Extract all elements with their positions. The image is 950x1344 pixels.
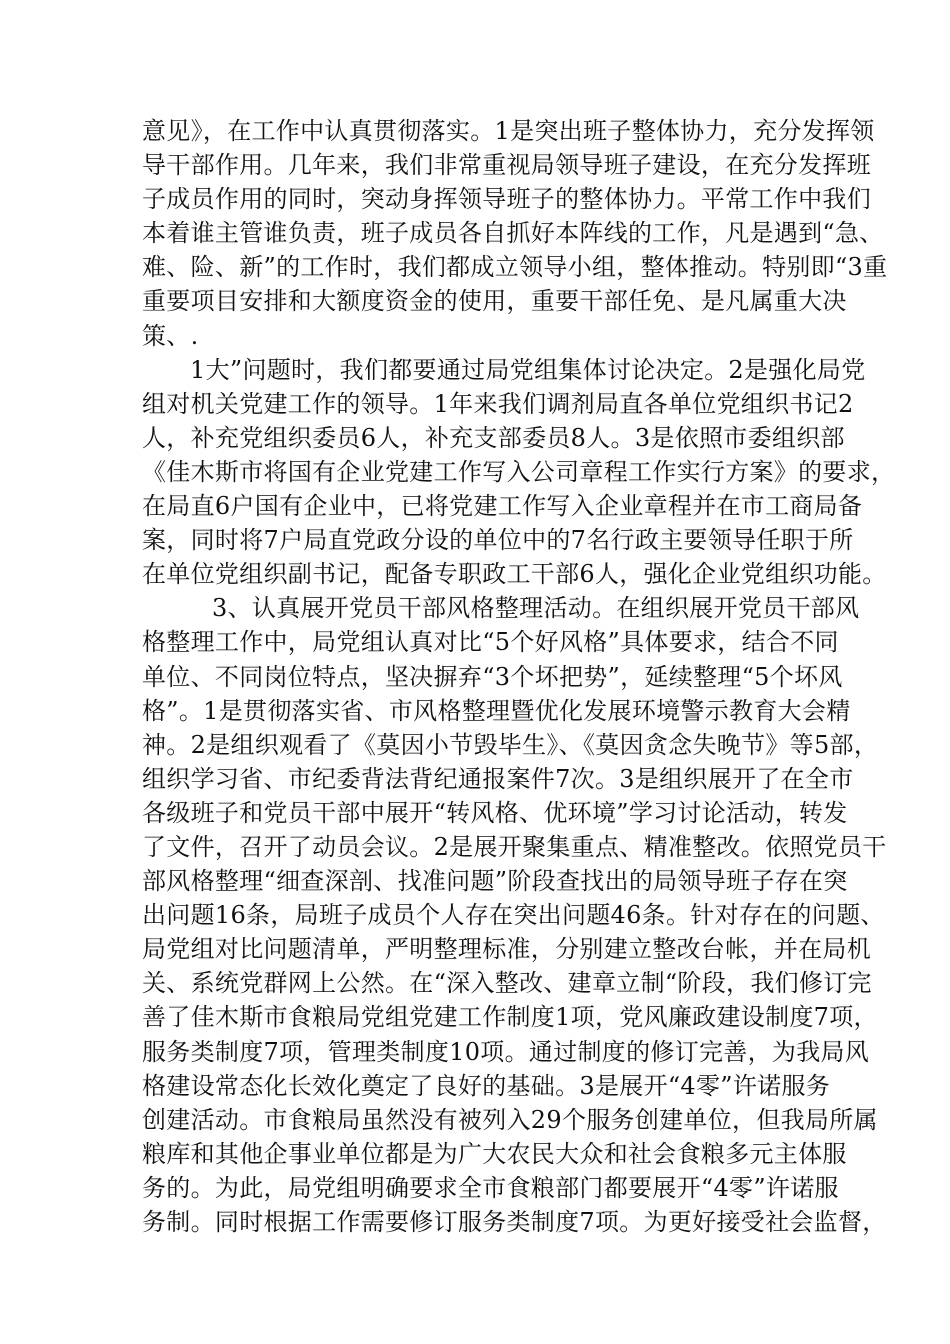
text-line: 善了佳木斯市食粮局党组党建工作制度1项，党风廉政建设制度7项， [142,1003,878,1032]
text-line: 务制。同时根据工作需要修订服务类制度7项。为更好接受社会监督， [142,1208,887,1236]
text-line: 人，补充党组织委员6人，补充支部委员8人。3是依照市委组织部 [142,423,845,452]
text-line: 部风格整理“细查深剖、找准问题”阶段查找出的局领导班子存在突 [142,867,848,896]
text-line: 出问题16条，局班子成员个人存在突出问题46条。针对存在的问题、 [142,901,885,930]
text-line: 格建设常态化长效化奠定了良好的基础。3是展开“4零”许诺服务 [142,1071,831,1100]
text-line: 案，同时将7户局直党政分设的单位中的7名行政主要领导任职于所 [142,526,854,555]
text-line: 局党组对比问题清单，严明整理标准，分别建立整改台帐，并在局机 [142,935,871,964]
text-line: 《佳木斯市将国有企业党建工作写入公司章程工作实行方案》的要求， [142,457,896,486]
text-line: 策、. [142,321,199,350]
text-line: 神。2是组织观看了《莫因小节毁毕生》、《莫因贪念失晚节》等5部， [142,730,879,759]
text-line: 在局直6户国有企业中，已将党建工作写入企业章程并在市工商局备 [142,492,863,521]
text-line: 格整理工作中，局党组认真对比“5个好风格”具体要求，结合不同 [142,628,839,657]
text-line: 本着谁主管谁负责，班子成员各自抓好本阵线的工作，凡是遇到“急、 [142,219,884,248]
text-line: 子成员作用的同时，突动身挥领导班子的整体协力。平常工作中我们 [142,185,871,214]
text-line: 组织学习省、市纪委背法背纪通报案件7次。3是组织展开了在全市 [142,764,854,793]
text-line: 1大”问题时，我们都要通过局党组集体讨论决定。2是强化局党 [190,355,866,384]
section-heading-line: 3、认真展开党员干部风格整理活动。在组织展开党员干部风 [212,594,860,623]
text-line: 意见》，在工作中认真贯彻落实。1是突出班子整体协力，充分发挥领 [142,117,875,145]
text-line: 格”。1是贯彻落实省、市风格整理暨优化发展环境警示教育大会精 [142,696,851,725]
text-line: 服务类制度7项，管理类制度10项。通过制度的修订完善，为我局风 [142,1037,870,1066]
text-line: 组对机关党建工作的领导。1年来我们调剂局直各单位党组织书记2 [142,389,854,418]
text-line: 关、系统党群网上公然。在“深入整改、建章立制“阶段，我们修订完 [142,969,872,998]
text-line: 创建活动。市食粮局虽然没有被列入29个服务创建单位，但我局所属 [142,1105,878,1134]
text-line: 务的。为此，局党组明确要求全市食粮部门都要展开“4零”许诺服 [142,1173,839,1202]
text-line: 了文件，召开了动员会议。2是展开聚集重点、精准整改。依照党员干 [142,832,887,861]
text-line: 难、险、新”的工作时，我们都成立领导小组，整体推动。特别即“3重 [142,253,888,282]
text-line: 单位、不同岗位特点，坚决摒弃“3个坏把势”，延续整理“5个坏风 [142,662,843,691]
text-line: 粮库和其他企事业单位都是为广大农民大众和社会食粮多元主体服 [142,1139,847,1168]
text-line: 各级班子和党员干部中展开“转风格、优环境”学习讨论活动，转发 [142,798,848,827]
document-body [142,114,896,1239]
text-line: 重要项目安排和大额度资金的使用，重要干部任免、是凡属重大决 [142,287,847,316]
text-line: 在单位党组织副书记，配备专职政工干部6人，强化企业党组织功能。 [142,560,887,589]
text-line: 导干部作用。几年来，我们非常重视局领导班子建设，在充分发挥班 [142,151,871,180]
